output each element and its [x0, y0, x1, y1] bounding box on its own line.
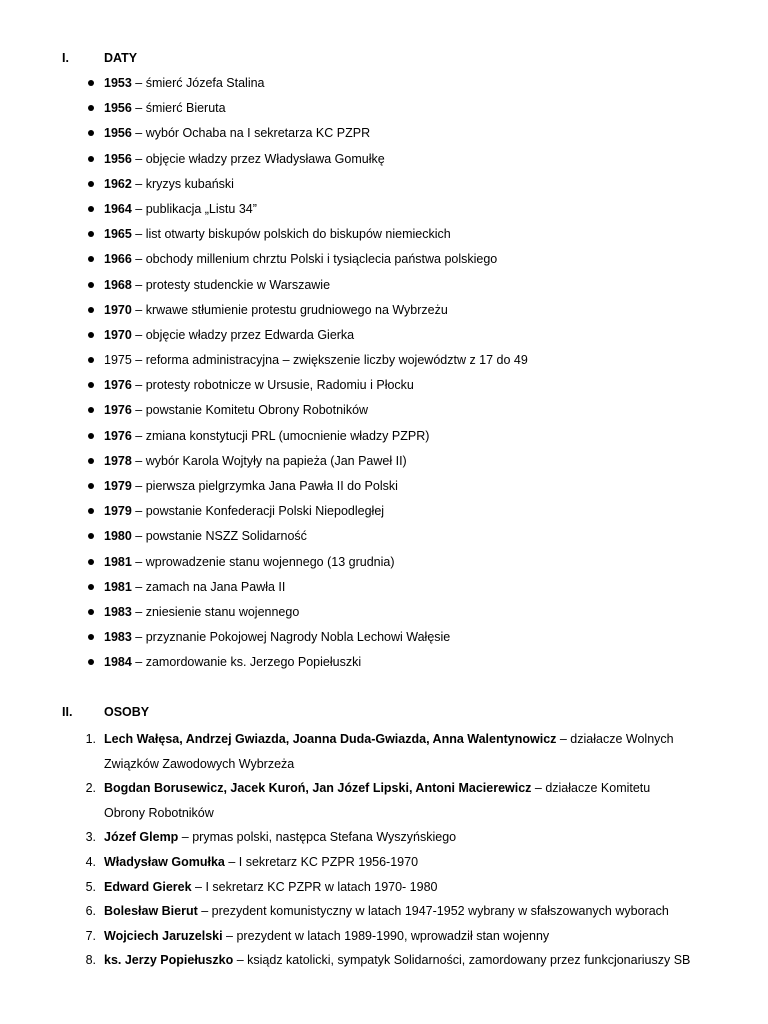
date-year: 1976: [104, 378, 132, 393]
list-item: [0, 225, 768, 250]
date-year: 1979: [104, 504, 132, 519]
bullet-icon: [88, 231, 94, 237]
date-year: 1981: [104, 579, 132, 594]
date-description: – objęcie władzy przez Edwarda Gierka: [131, 327, 355, 342]
bullet-icon: [88, 156, 94, 162]
date-description: – powstanie NSZZ Solidarność: [131, 529, 307, 544]
person-description: – prezydent komunistyczny w latach 1947-1952 wybrany w sfałszowanych wyborach: [197, 904, 669, 919]
persons-list: [0, 727, 768, 973]
list-item: [0, 401, 768, 426]
bullet-icon: [88, 382, 94, 388]
date-year: 1984: [104, 655, 132, 670]
section-heading-osoby: [0, 703, 768, 721]
list-item: [0, 899, 768, 924]
date-description: – śmierć Józefa Stalina: [131, 76, 265, 90]
person-description: – działacze Komitetu Obrony Robotników: [104, 781, 651, 820]
list-item: [0, 326, 768, 351]
date-year: 1970: [104, 302, 132, 317]
bullet-icon: [88, 206, 94, 212]
list-item: [0, 603, 768, 628]
bullet-icon: [88, 407, 94, 413]
date-year: 1975: [104, 353, 132, 368]
list-item: [0, 850, 768, 875]
list-item: [0, 477, 768, 502]
date-description: – obchody millenium chrztu Polski i tysiąclecia państwa polskiego: [131, 252, 498, 267]
date-year: 1962: [104, 176, 132, 191]
date-description: – zmiana konstytucji PRL (umocnienie władzy PZPR): [131, 428, 430, 443]
date-year: 1976: [104, 428, 132, 443]
item-number: 3.: [85, 830, 96, 845]
list-item: [0, 301, 768, 326]
bullet-icon: [88, 181, 94, 187]
person-description: – prymas polski, następca Stefana Wyszyńskiego: [178, 830, 457, 845]
list-item: [0, 427, 768, 452]
date-description: – kryzys kubański: [131, 176, 234, 191]
date-description: – zniesienie stanu wojennego: [131, 604, 300, 619]
person-description: – I sekretarz KC PZPR w latach 1970- 1980: [191, 879, 438, 894]
list-item: [0, 727, 768, 776]
date-year: 1953: [104, 76, 132, 90]
item-number: 7.: [85, 928, 96, 943]
section-heading-daty: [0, 49, 768, 67]
date-year: 1970: [104, 327, 132, 342]
bullet-icon: [88, 433, 94, 439]
bullet-icon: [88, 659, 94, 665]
date-description: – wprowadzenie stanu wojennego (13 grudnia): [131, 554, 395, 569]
list-item: [0, 924, 768, 949]
bullet-icon: [88, 533, 94, 539]
list-item: [0, 351, 768, 376]
person-name: ks. Jerzy Popiełuszko: [104, 953, 234, 968]
date-description: – wybór Ochaba na I sekretarza KC PZPR: [131, 126, 371, 141]
bullet-icon: [88, 634, 94, 640]
section-title: OSOBY: [104, 705, 150, 719]
bullet-icon: [88, 332, 94, 338]
list-item: [0, 74, 768, 99]
list-item: [0, 825, 768, 850]
item-number: 6.: [85, 904, 96, 919]
date-year: 1956: [104, 151, 132, 166]
list-item: [0, 527, 768, 552]
bullet-icon: [88, 483, 94, 489]
list-item: [0, 150, 768, 175]
section-numeral: I.: [62, 51, 69, 65]
date-description: – zamordowanie ks. Jerzego Popiełuszki: [131, 655, 362, 670]
date-year: 1956: [104, 126, 132, 141]
date-year: 1983: [104, 630, 132, 645]
date-year: 1966: [104, 252, 132, 267]
date-year: 1964: [104, 201, 132, 216]
list-item: [0, 376, 768, 401]
list-item: [0, 948, 768, 973]
list-item: [0, 578, 768, 603]
section-title: DATY: [104, 51, 138, 65]
bullet-icon: [88, 508, 94, 514]
item-number: 2.: [85, 781, 96, 796]
date-description: – publikacja „Listu 34”: [131, 201, 257, 216]
date-year: 1981: [104, 554, 132, 569]
bullet-icon: [88, 307, 94, 313]
date-description: – pierwsza pielgrzymka Jana Pawła II do Polski: [131, 479, 398, 493]
bullet-icon: [88, 357, 94, 363]
item-number: 5.: [85, 879, 96, 894]
date-description: – list otwarty biskupów polskich do biskupów niemieckich: [131, 227, 451, 242]
section-numeral: II.: [62, 705, 73, 719]
bullet-icon: [88, 105, 94, 111]
bullet-icon: [88, 458, 94, 464]
date-year: 1978: [104, 453, 132, 468]
list-item: [0, 175, 768, 200]
list-item: [0, 553, 768, 578]
date-description: – powstanie Komitetu Obrony Robotników: [131, 403, 369, 418]
person-description: – prezydent w latach 1989-1990, wprowadził stan wojenny: [222, 928, 550, 943]
list-item: [0, 653, 768, 678]
date-year: 1965: [104, 227, 132, 242]
list-item: [0, 502, 768, 527]
person-description: – I sekretarz KC PZPR 1956-1970: [224, 854, 419, 869]
person-name: Władysław Gomułka: [104, 854, 225, 869]
date-year: 1979: [104, 479, 132, 493]
person-name: Bolesław Bierut: [104, 904, 198, 919]
person-name: Bogdan Borusewicz, Jacek Kuroń, Jan Józef Lipski, Antoni Macierewicz: [104, 781, 532, 796]
date-description: – objęcie władzy przez Władysława Gomułkę: [131, 151, 385, 166]
list-item: [0, 250, 768, 275]
list-item: [0, 200, 768, 225]
date-description: – protesty studenckie w Warszawie: [131, 277, 331, 292]
date-description: – śmierć Bieruta: [131, 101, 226, 116]
bullet-icon: [88, 609, 94, 615]
bullet-icon: [88, 559, 94, 565]
list-item: [0, 628, 768, 653]
bullet-icon: [88, 80, 94, 86]
person-name: Józef Glemp: [104, 830, 179, 845]
date-description: – powstanie Konfederacji Polski Niepodległej: [131, 504, 385, 519]
date-description: – krwawe stłumienie protestu grudniowego na Wybrzeżu: [131, 302, 448, 317]
person-name: Edward Gierek: [104, 879, 192, 894]
list-item: [0, 776, 768, 825]
bullet-icon: [88, 256, 94, 262]
person-description: – ksiądz katolicki, sympatyk Solidarności, zamordowany przez funkcjonariuszy SB: [233, 953, 691, 968]
list-item: [0, 452, 768, 477]
date-description: – przyznanie Pokojowej Nagrody Nobla Lechowi Wałęsie: [131, 630, 451, 645]
date-description: – protesty robotnicze w Ursusie, Radomiu i Płocku: [131, 378, 414, 393]
person-name: Wojciech Jaruzelski: [104, 928, 223, 943]
date-year: 1968: [104, 277, 132, 292]
item-number: 4.: [85, 854, 96, 869]
dates-list: [0, 74, 768, 679]
date-year: 1956: [104, 101, 132, 116]
list-item: [0, 99, 768, 124]
date-description: – wybór Karola Wojtyły na papieża (Jan Paweł II): [131, 453, 407, 468]
list-item: [0, 276, 768, 301]
bullet-icon: [88, 130, 94, 136]
date-year: 1976: [104, 403, 132, 418]
list-item: [0, 875, 768, 900]
date-description: – reforma administracyjna – zwiększenie liczby województw z 17 do 49: [131, 353, 528, 368]
item-number: 1.: [85, 732, 96, 746]
date-year: 1980: [104, 529, 132, 544]
item-number: 8.: [85, 953, 96, 968]
bullet-icon: [88, 584, 94, 590]
bullet-icon: [88, 282, 94, 288]
date-year: 1983: [104, 604, 132, 619]
list-item: [0, 124, 768, 149]
person-name: Lech Wałęsa, Andrzej Gwiazda, Joanna Duda-Gwiazda, Anna Walentynowicz: [104, 732, 557, 746]
person-description: – działacze Wolnych Związków Zawodowych Wybrzeża: [104, 732, 674, 771]
date-description: – zamach na Jana Pawła II: [131, 579, 286, 594]
